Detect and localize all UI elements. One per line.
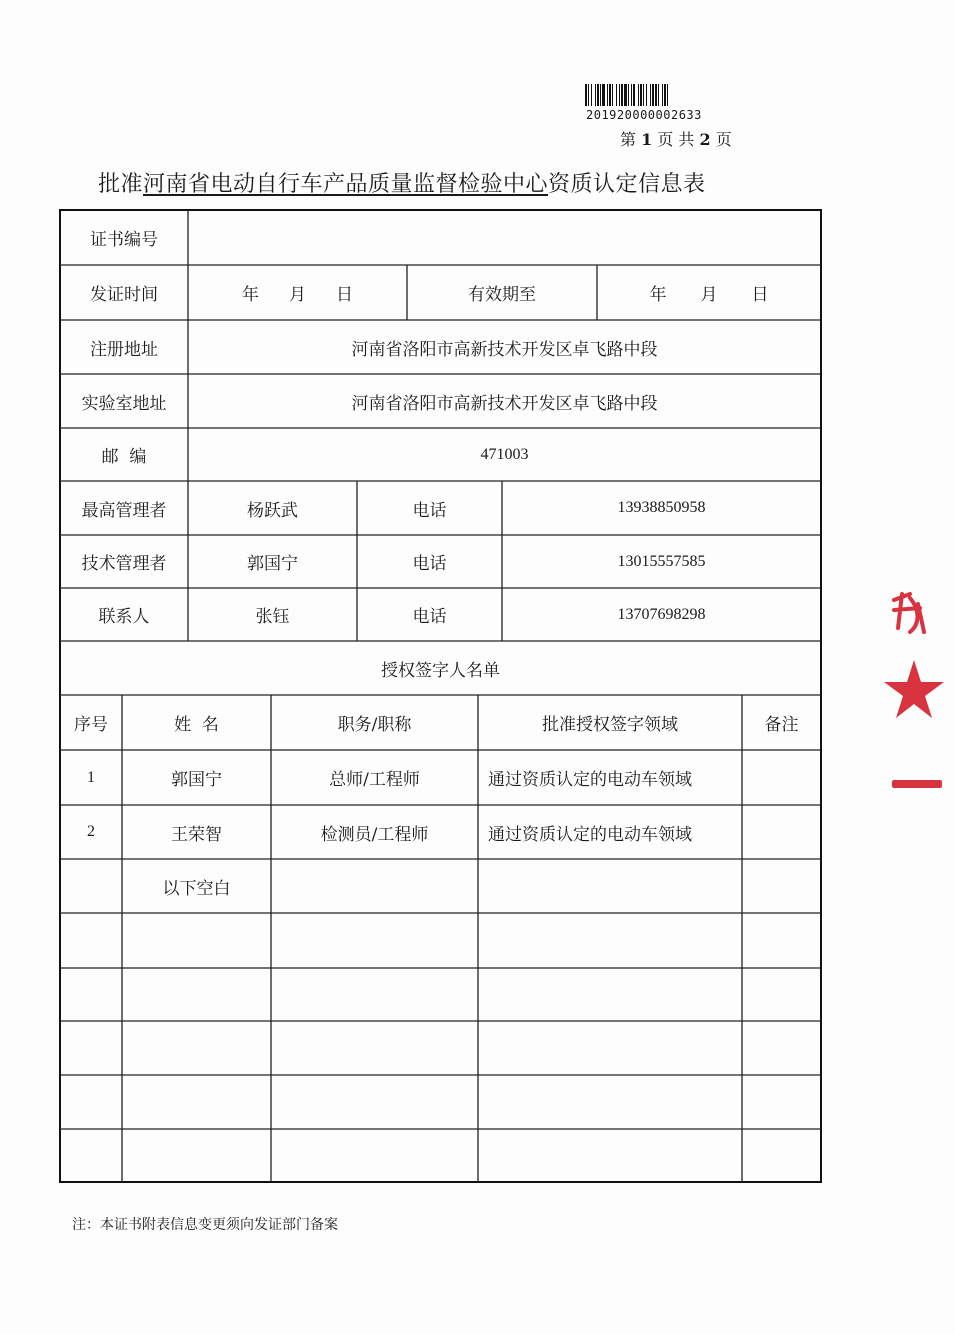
lab-address-label: 实验室地址	[81, 393, 167, 414]
seal-star	[884, 660, 944, 718]
blank-below-marker: 以下空白	[162, 878, 231, 899]
valid-until-label: 有效期至	[468, 285, 536, 305]
barcode-number: 201920000002633	[586, 108, 702, 122]
col-header-title: 职务/职称	[337, 715, 412, 735]
lab-address-value: 河南省洛阳市高新技术开发区卓飞路中段	[351, 393, 658, 414]
organization-name: 河南省电动自行车产品质量监督检验中心	[143, 172, 549, 197]
top-manager-name: 杨跃武	[247, 500, 298, 521]
table-row-scope: 通过资质认定的电动车领域	[488, 824, 692, 845]
table-row-remark	[742, 750, 821, 805]
table-row-no: 1	[87, 768, 95, 786]
page-indicator: 第 1 页 共 2 页	[620, 130, 732, 149]
cert-no-value	[188, 210, 821, 265]
col-header-name: 姓 名	[174, 715, 219, 735]
official-seal-fragment	[880, 580, 955, 810]
table-row-title: 检测员/工程师	[320, 824, 429, 845]
table-row-name: 郭国宁	[171, 770, 222, 790]
top-manager-label: 最高管理者	[81, 500, 167, 521]
issue-date-label: 发证时间	[90, 285, 158, 305]
table-row-title: 总师/工程师	[329, 770, 420, 790]
seal-character-fragment	[894, 594, 924, 632]
postcode-value: 471003	[480, 445, 529, 463]
top-manager-phone: 13938850958	[617, 499, 706, 516]
table-row-scope: 通过资质认定的电动车领域	[488, 770, 692, 790]
table-row-remark	[742, 805, 821, 859]
phone-label: 电话	[412, 554, 447, 574]
tech-manager-label: 技术管理者	[81, 554, 167, 574]
reg-address-label: 注册地址	[90, 339, 158, 360]
reg-address-value: 河南省洛阳市高新技术开发区卓飞路中段	[351, 339, 658, 360]
table-row-no: 2	[87, 823, 95, 840]
table-row-name: 王荣智	[171, 824, 222, 845]
footnote: 注：本证书附表信息变更须向发证部门备案	[72, 1217, 338, 1233]
signatory-heading: 授权签字人名单	[381, 660, 500, 681]
tech-manager-phone: 13015557585	[617, 552, 706, 570]
tech-manager-name: 郭国宁	[247, 554, 298, 574]
col-header-remark: 备注	[764, 715, 799, 735]
contact-name: 张钰	[255, 607, 290, 627]
postcode-label: 邮 编	[101, 447, 147, 467]
document-title: 批准河南省电动自行车产品质量监督检验中心资质认定信息表	[98, 172, 706, 197]
col-header-no: 序号	[74, 715, 108, 735]
phone-label: 电话	[412, 607, 447, 627]
seal-bar	[892, 780, 942, 788]
col-header-scope: 批准授权签字领域	[542, 715, 678, 735]
contact-label: 联系人	[98, 607, 150, 627]
contact-phone: 13707698298	[617, 605, 706, 623]
phone-label: 电话	[412, 500, 447, 521]
cert-no-label: 证书编号	[90, 230, 158, 250]
valid-until-value: 年 月 日	[649, 285, 769, 305]
issue-date-value: 年 月 日	[242, 285, 353, 305]
